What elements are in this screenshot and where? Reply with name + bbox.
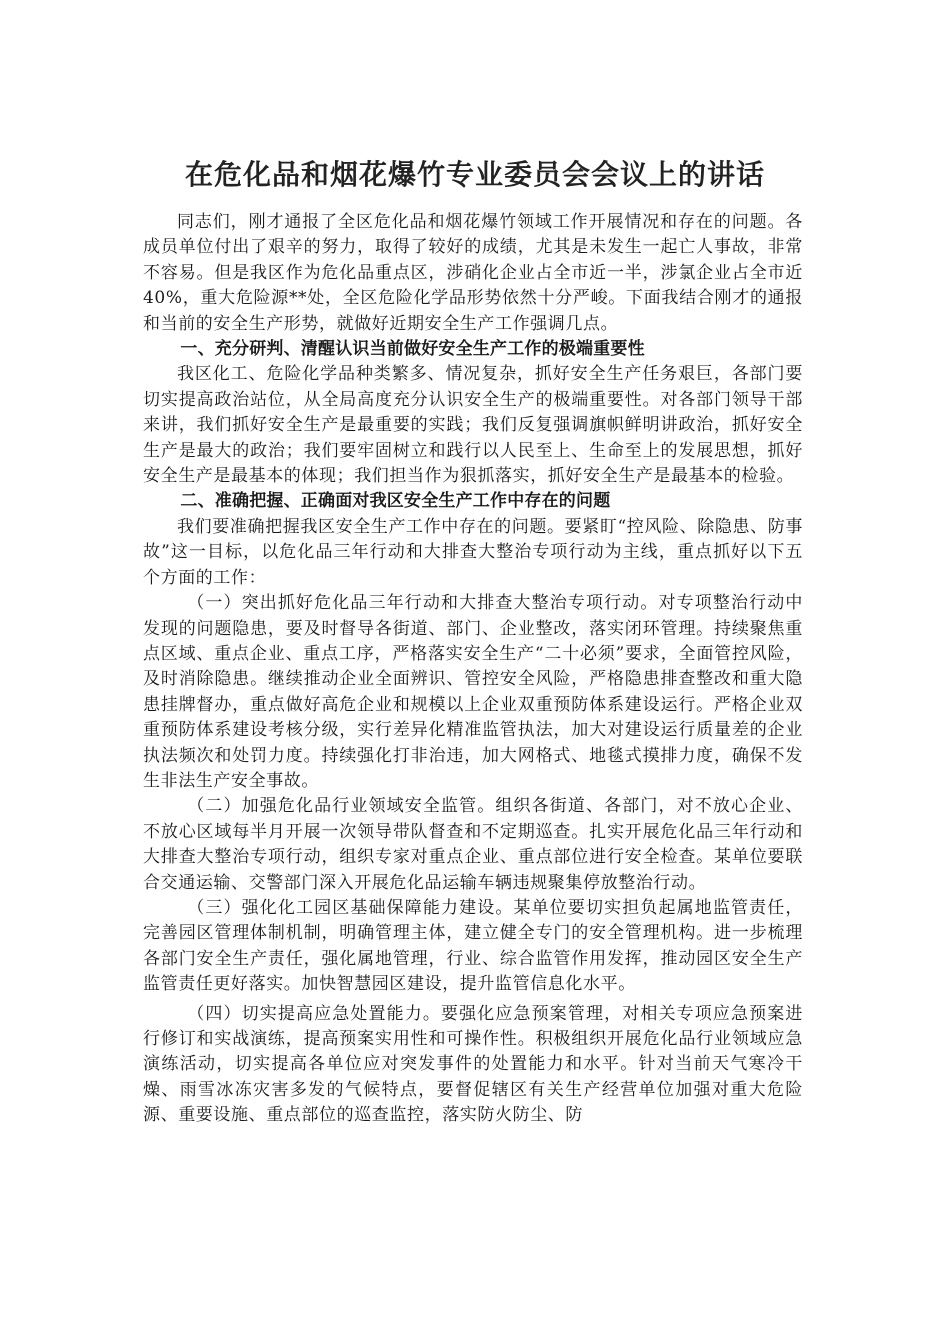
section-2-heading: 二、准确把握、正确面对我区安全生产工作中存在的问题: [180, 491, 611, 512]
page-title: 在危化品和烟花爆竹专业委员会会议上的讲话: [184, 158, 765, 191]
intro-paragraph: 同志们，刚才通报了全区危化品和烟花爆竹领域工作开展情况和存在的问题。各成员单位付出了艰辛的努力，取得了较好的成绩，尤其是未发生一起亡人事故，非常不容易。但是我区作为危化品重点区，涉硝化企业占全市近一半，涉氯企业占全市近40%，重大危险源**处，全区危险化学品形势依然十分严峻。下面我结合刚才的通报和当前的安全生产形势，就做好近期安全生产工作强调几点。: [143, 212, 803, 334]
section-1-paragraph: 我区化工、危险化学品种类繁多、情况复杂，抓好安全生产任务艰巨，各部门要切实提高政治站位，从全局高度充分认识安全生产的极端重要性。对各部门领导干部来讲，我们抓好安全生产是最重要的实践；我们反复强调旗帜鲜明讲政治，抓好安全生产是最大的政治；我们要牢固树立和践行以人民至上、生命至上的发展思想，抓好安全生产是最基本的体现；我们担当作为狠抓落实，抓好安全生产是最基本的检验。: [143, 364, 803, 487]
section-2-paragraph: 我们要准确把握我区安全生产工作中存在的问题。要紧盯“控风险、除隐患、防事故”这一目标，以危化品三年行动和大排查大整治专项行动为主线，重点抓好以下五个方面的工作：: [143, 516, 803, 588]
item-3-paragraph: （三）强化化工园区基础保障能力建设。某单位要切实担负起属地监管责任，完善园区管理体制机制，明确管理主体，建立健全专门的安全管理机构。进一步梳理各部门安全生产责任，强化属地管理，行业、综合监管作用发挥，推动园区安全生产监管责任更好落实。加快智慧园区建设，提升监管信息化水平。: [143, 897, 803, 995]
section-1-heading: 一、充分研判、清醒认识当前做好安全生产工作的极端重要性: [180, 339, 645, 360]
document-body: [143, 210, 803, 1129]
item-2-paragraph: （二）加强危化品行业领域安全监管。组织各街道、各部门，对不放心企业、不放心区域每半月开展一次领导带队督查和不定期巡查。扎实开展危化品三年行动和大排查大整治专项行动，组织专家对重点企业、重点部位进行安全检查。某单位要联合交通运输、交警部门深入开展危化品运输车辆违规聚集停放整治行动。: [143, 796, 803, 893]
item-4-paragraph: （四）切实提高应急处置能力。要强化应急预案管理，对相关专项应急预案进行修订和实战演练，提高预案实用性和可操作性。积极组织开展危化品行业领域应急演练活动，切实提高各单位应对突发事件的处置能力和水平。针对当前天气寒冷干燥、雨雪冰冻灾害多发的气候特点，要督促辖区有关生产经营单位加强对重大危险源、重要设施、重点部位的巡查监控，落实防火防尘、防: [143, 1003, 803, 1126]
item-1-paragraph: （一）突出抓好危化品三年行动和大排查大整治专项行动。对专项整治行动中发现的问题隐患，要及时督导各街道、部门、企业整改，落实闭环管理。持续聚焦重点区域、重点企业、重点工序，严格落实安全生产“二十必须”要求，全面管控风险，及时消除隐患。继续推动企业全面辨识、管控安全风险，严格隐患排查整改和重大隐患挂牌督办，重点做好高危企业和规模以上企业双重预防体系建设运行。严格企业双重预防体系建设考核分级，实行差异化精准监管执法，加大对建设运行质量差的企业执法频次和处罚力度。持续强化打非治违，加大网格式、地毯式摸排力度，确保不发生非法生产安全事故。: [143, 593, 803, 791]
